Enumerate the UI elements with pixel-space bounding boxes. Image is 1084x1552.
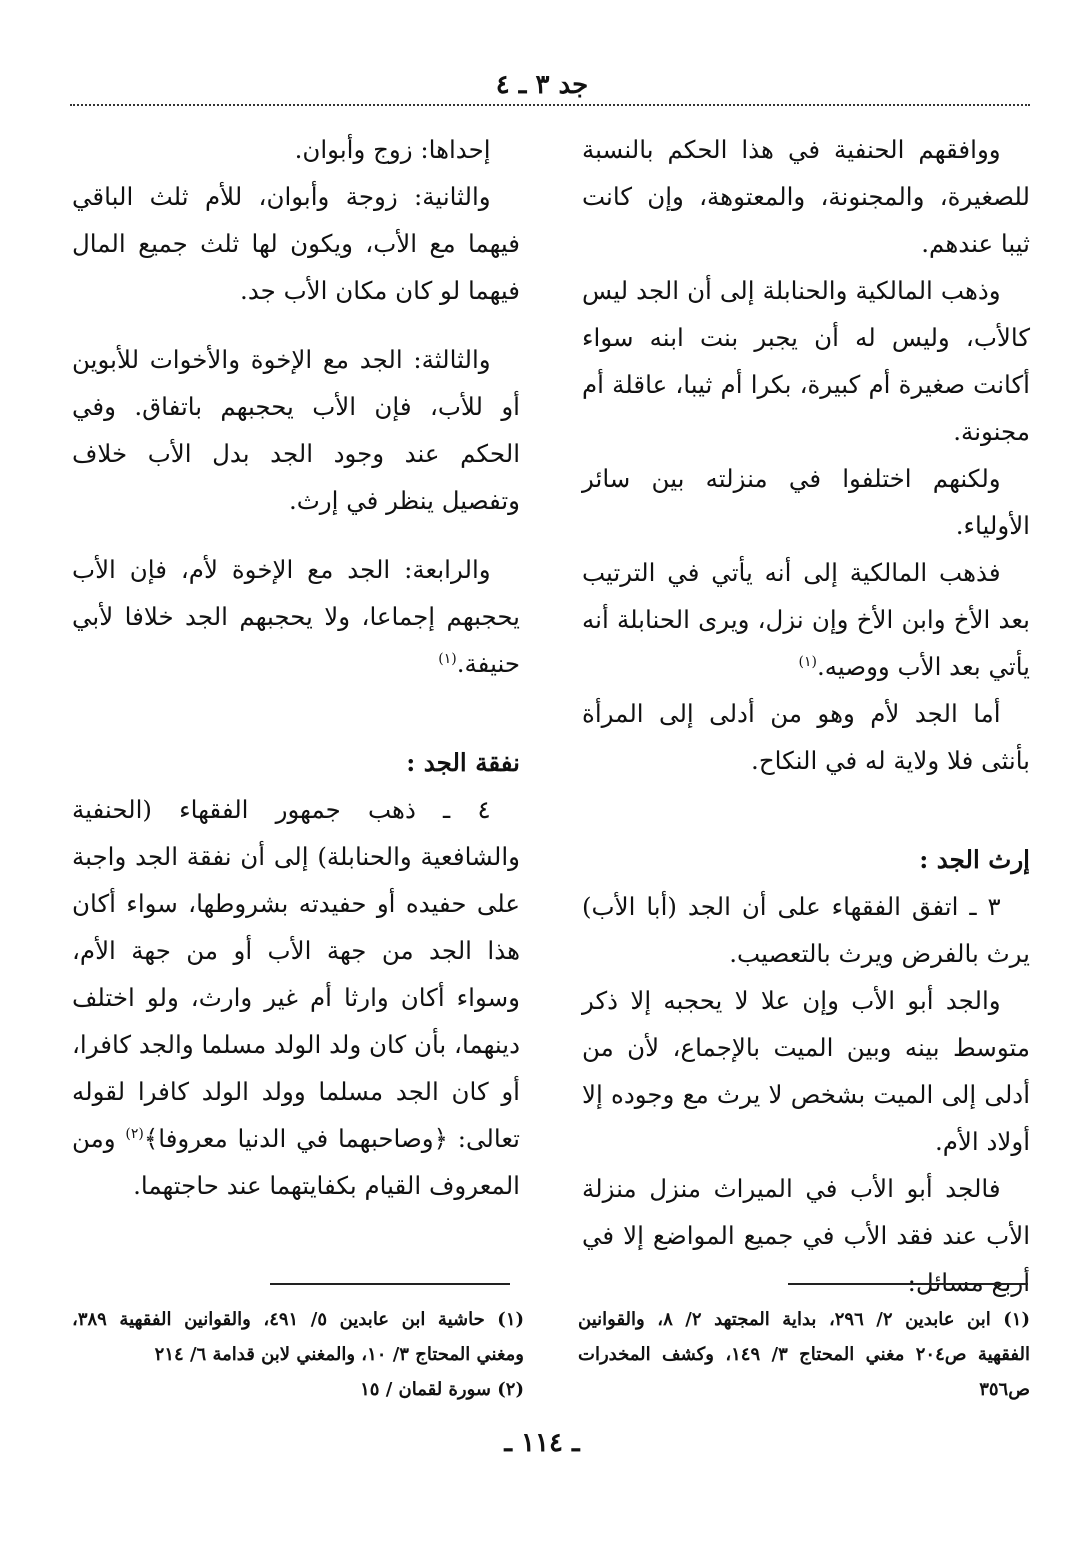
- footnote-divider: [788, 1283, 1028, 1285]
- footnote-ref: (٢): [125, 1125, 144, 1142]
- paragraph: والجد أبو الأب وإن علا لا يحجبه إلا ذكر متوسط بينه وبين الميت بالإجماع، لأن من أدلى إلى الميت بشخص لا يرث مع وجوده إلا أولاد الأم.: [582, 986, 1030, 1156]
- paragraph: أما الجد لأم وهو من أدلى إلى المرأة بأنثى فلا ولاية له في النكاح.: [582, 699, 1030, 775]
- section-title-inheritance: إرث الجد :: [919, 845, 1030, 874]
- paragraph: إحداها: زوج وأبوان.: [294, 135, 491, 164]
- header-divider: [70, 104, 1030, 106]
- running-header: جد ٣ ـ ٤: [495, 70, 589, 100]
- footnote-ref: (١): [798, 653, 817, 670]
- paragraph: فالجد أبو الأب في الميراث منزل منزلة الأب عند فقد الأب في جميع المواضع إلا في أربع مسائل:: [582, 1174, 1030, 1297]
- paragraph: وذهب المالكية والحنابلة إلى أن الجد ليس كالأب، وليس له أن يجبر بنت ابنه سواء أكانت صغيرة أم كبيرة، بكرا أم ثيبا، عاقلة أم مجنونة.: [582, 276, 1030, 446]
- paragraph: [582, 549, 1030, 690]
- footnote-ref: (١): [438, 650, 457, 667]
- right-column: [582, 126, 1030, 1306]
- footnote: (١) ابن عابدين ٢/ ٢٩٦، بداية المجتهد ٢/ ٨، والقوانين الفقهية ص٢٠٤ مغني المحتاج ٣/ ١٤٩، وكشف المخدرات ص٣٥٦: [578, 1309, 1031, 1400]
- paragraph-text: ومن المعروف القيام بكفايتهما عند حاجتهما.: [72, 1124, 520, 1200]
- paragraph: ولكنهم اختلفوا في منزلته بين سائر الأولياء.: [582, 464, 1030, 540]
- footnote-divider: [270, 1283, 510, 1285]
- footnotes-left: [72, 1302, 524, 1407]
- paragraph: [72, 786, 520, 1209]
- paragraph: [72, 546, 520, 687]
- footnote: (١) حاشية ابن عابدين ٥/ ٤٩١، والقوانين الفقهية ٣٨٩، ومغني المحتاج ٣/ ١٠، والمغني لابن قدامة ٦/ ٢١٤: [72, 1309, 525, 1365]
- paragraph-text: والرابعة: الجد مع الإخوة لأم، فإن الأب يحجبهم إجماعا، ولا يحجبهم الجد خلافا لأبي حنيفة.: [72, 555, 520, 678]
- paragraph: والثانية: زوجة وأبوان، للأم ثلث الباقي فيهما مع الأب، ويكون لها ثلث جميع المال فيهما لو كان مكان الأب جد.: [72, 182, 520, 305]
- section-title-maintenance: نفقة الجد :: [406, 748, 520, 777]
- paragraph: والثالثة: الجد مع الإخوة والأخوات للأبوين أو للأب، فإن الأب يحجبهم باتفاق. وفي الحكم عند وجود الجد بدل الأب خلاف وتفصيل ينظر في إرث.: [72, 345, 520, 515]
- footnote: (٢) سورة لقمان / ١٥: [360, 1379, 524, 1400]
- paragraph: ووافقهم الحنفية في هذا الحكم بالنسبة للصغيرة، والمجنونة، والمعتوهة، وإن كانت ثيبا عندهم.: [582, 135, 1030, 258]
- paragraph-text: ٤ ـ ذهب جمهور الفقهاء (الحنفية والشافعية والحنابلة) إلى أن نفقة الجد واجبة على حفيده أو حفيدته بشروطها، سواء أكان هذا الجد من جهة الأب أو من جهة الأم، وسواء أكان وارثا أم غير وارث، ولو اختلف دينهما، بأن كان ولد الولد مسلما والجد كافرا، أو كان الجد مسلما وولد الولد كافرا لقوله تعالى: ﴿وصاحبهما في الدنيا معروفا﴾: [72, 795, 520, 1153]
- paragraph: ٣ ـ اتفق الفقهاء على أن الجد (أبا الأب) يرث بالفرض ويرث بالتعصيب.: [582, 892, 1030, 968]
- page-number: ـ ١١٤ ـ: [504, 1428, 580, 1458]
- footnotes-right: [578, 1302, 1030, 1407]
- paragraph-text: فذهب المالكية إلى أنه يأتي في الترتيب بعد الأخ وابن الأخ وإن نزل، ويرى الحنابلة أنه يأتي بعد الأب ووصيه.: [582, 558, 1030, 681]
- left-column: [72, 126, 520, 1209]
